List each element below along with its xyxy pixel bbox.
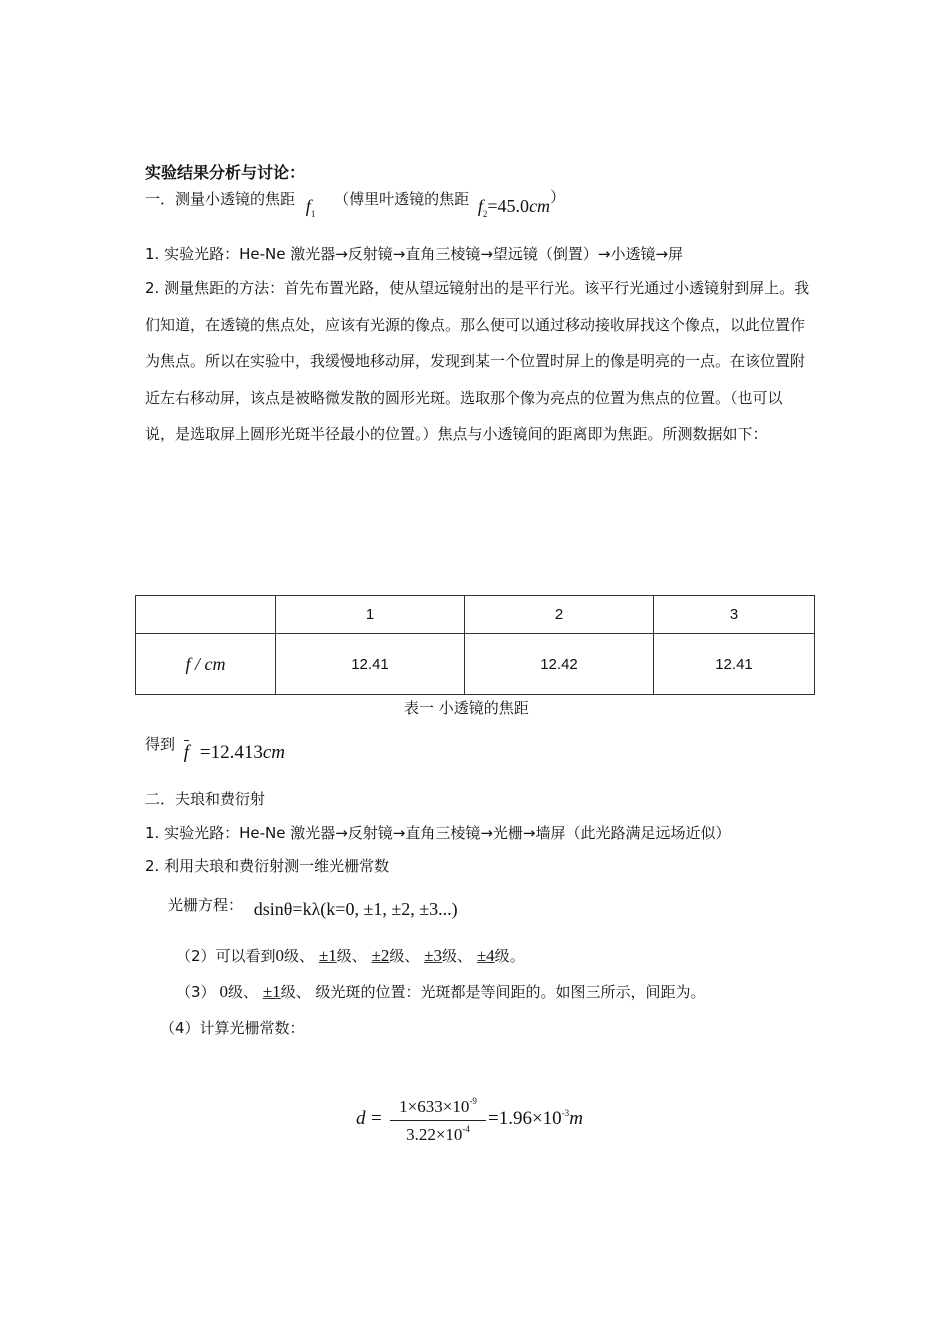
f2-sub: 2: [482, 209, 488, 219]
formula-denominator: [388, 1124, 488, 1145]
result-mantissa: =1.96×10: [488, 1108, 562, 1129]
focal-length-table: [135, 595, 815, 695]
orders-visible-line: [176, 945, 525, 966]
result-exp: -3: [561, 1108, 570, 1118]
numerator-exp: -9: [469, 1096, 477, 1106]
f1-symbol: [305, 196, 316, 219]
grating-equation: dsinθ=kλ(k=0, ±1, ±2, ±3...): [253, 899, 458, 919]
spot-position-line: [176, 981, 705, 1002]
fraction-bar: [390, 1120, 486, 1121]
orders-prefix: （2）可以看到: [176, 947, 276, 965]
order-end: 。: [509, 947, 525, 965]
order-value: ±2: [371, 946, 390, 965]
table-caption: 表一 小透镜的焦距: [404, 699, 529, 717]
section-heading: 实验结果分析与讨论：: [145, 163, 306, 182]
f1-var: f: [305, 196, 311, 216]
table-cell: 12.41: [276, 634, 465, 695]
table-cell: 12.41: [654, 634, 815, 695]
order-value: 0: [275, 946, 285, 965]
table-header-cell: 3: [654, 596, 815, 634]
order-value: ±4: [476, 946, 495, 965]
order-unit: 级: [284, 947, 300, 965]
f2-value: =45.0: [487, 196, 530, 216]
order-unit: 级: [494, 947, 510, 965]
result-value: =12.413: [199, 742, 263, 763]
table-cell: 12.42: [465, 634, 654, 695]
table-header-cell: 2: [465, 596, 654, 634]
fourier-note-open: （傅里叶透镜的焦距: [334, 190, 470, 208]
table-row: [136, 634, 815, 695]
result-unit: cm: [262, 742, 285, 763]
section1-item2: 2. 测量焦距的方法：首先布置光路，使从望远镜射出的是平行光。该平行光通过小透镜射到屏上。我们知道，在透镜的焦点处，应该有光源的像点。那么便可以通过移动接收屏找这个像点，以此位置作为焦点。所以在实验中，我缓慢地移动屏，发现到某一个位置时屏上的像是明亮的一点。在该位置附近左右移动屏，该点是被略微发散的圆形光斑。选取那个像为亮点的位置为焦点的位置。（也可以说，是选取屏上圆形光斑半径最小的位置。）焦点与小透镜间的距离即为焦距。所测数据如下：: [145, 279, 810, 444]
result-line: [145, 733, 285, 763]
result-unit-m: m: [569, 1108, 583, 1129]
f2-symbol: [477, 196, 488, 219]
denominator-text: 3.22×10: [406, 1125, 463, 1144]
formula-lhs: d: [356, 1108, 366, 1129]
order-sep: 、: [299, 947, 315, 965]
p3-text-a: 级、: [228, 983, 259, 1001]
section1-title: [145, 188, 566, 219]
grating-constant-line: （4）计算光栅常数：: [160, 1019, 305, 1037]
f1-sub: 1: [310, 209, 316, 219]
order-value: ±1: [318, 946, 337, 965]
fourier-note-close: ）: [550, 188, 566, 206]
grating-equation-line: [168, 894, 458, 919]
p3-order-one: ±1: [262, 982, 281, 1001]
order-value: ±3: [424, 946, 443, 965]
table-row-label: f / cm: [136, 634, 276, 695]
order-sep: 、: [404, 947, 420, 965]
p3-order-zero: 0: [219, 982, 229, 1001]
p3-text-b: 级、 级光斑的位置：光斑都是等间距的。如图三所示，间距为。: [280, 983, 706, 1001]
table-header-row: [136, 596, 815, 634]
section2-title: 二．夫琅和费衍射: [145, 790, 266, 808]
f-mean-symbol: f: [183, 742, 190, 763]
table-header-cell: 1: [276, 596, 465, 634]
section1-item1: 1. 实验光路：He-Ne 激光器→反射镜→直角三棱镜→望远镜（倒置）→小透镜→屏: [145, 245, 684, 263]
formula-result: [488, 1108, 583, 1130]
table-header-cell: [136, 596, 276, 634]
numerator-text: 1×633×10: [399, 1097, 470, 1116]
section2-item2: 2. 利用夫琅和费衍射测一维光栅常数: [145, 857, 390, 875]
order-unit: 级: [442, 947, 458, 965]
order-unit: 级: [389, 947, 405, 965]
p3-prefix: （3）: [176, 983, 216, 1001]
formula-numerator: [388, 1096, 488, 1117]
f2-var: f: [477, 196, 483, 216]
order-sep: 、: [351, 947, 367, 965]
section2-item1: 1. 实验光路：He-Ne 激光器→反射镜→直角三棱镜→光栅→墙屏（此光路满足远场近似）: [145, 824, 731, 842]
f2-unit: cm: [529, 196, 551, 216]
order-unit: 级: [336, 947, 352, 965]
denominator-exp: -4: [462, 1124, 470, 1134]
grating-label: 光栅方程：: [168, 896, 244, 914]
formula-equals: =: [371, 1108, 382, 1129]
order-sep: 、: [457, 947, 473, 965]
section1-title-text: 一．测量小透镜的焦距: [145, 190, 296, 208]
result-prefix: 得到: [145, 735, 176, 753]
